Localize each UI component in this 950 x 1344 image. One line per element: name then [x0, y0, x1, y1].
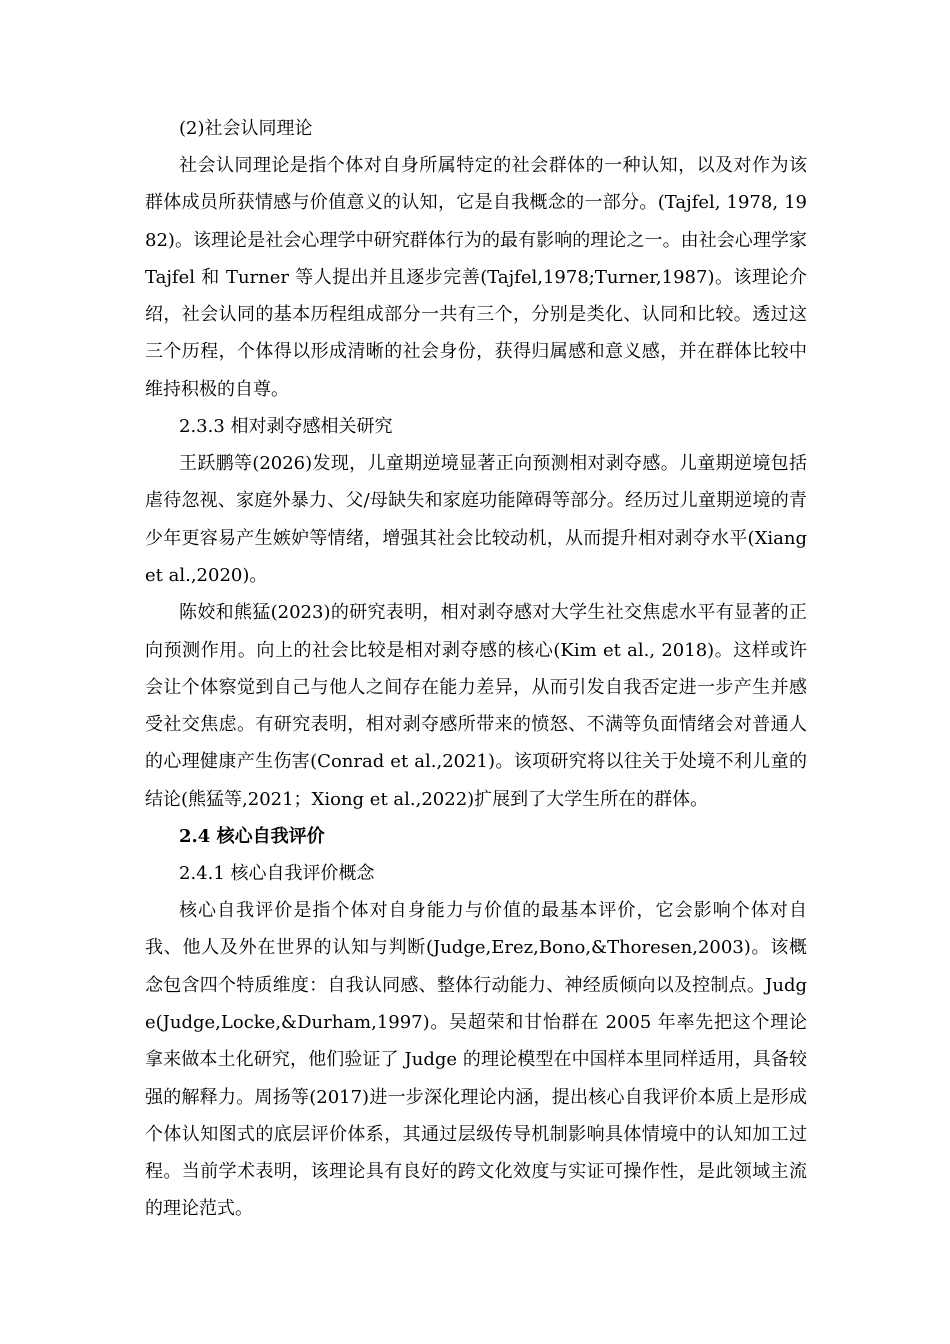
- section-heading-social-identity: (2)社会认同理论: [179, 118, 313, 139]
- paragraph-social-anxiety: 陈姣和熊猛(2023)的研究表明，相对剥夺感对大学生社交焦虑水平有显著的正向预测作用。向上的社会比较是相对剥夺感的核心(Kim et al., 2018)。这样或许会让个体察觉到自己与他人之间存在能力差异，从而引发自我否定进一步产生并感受社交焦虑。有研究表明，相对剥夺感所带来的愤怒、不满等负面情绪会对普通人的心理健康产生伤害(Conrad et al.,2021)。该项研究将以往关于处境不利儿童的结论(熊猛等,2021；Xiong et al.,2022)扩展到了大学生所在的群体。: [145, 602, 807, 810]
- paragraph-childhood-adversity: 王跃鹏等(2026)发现，儿童期逆境显著正向预测相对剥夺感。儿童期逆境包括虐待忽视、家庭外暴力、父/母缺失和家庭功能障碍等部分。经历过儿童期逆境的青少年更容易产生嫉妒等情绪，增强其社会比较动机，从而提升相对剥夺水平(Xiang et al.,2020)。: [145, 453, 807, 586]
- paragraph-core-self-evaluation: 核心自我评价是指个体对自身能力与价值的最基本评价，它会影响个体对自我、他人及外在世界的认知与判断(Judge,Erez,Bono,&Thoresen,2003)。该概念包含四个特质维度：自我认同感、整体行动能力、神经质倾向以及控制点。Judge(Judge,Locke,&Durham,1997)。吴超荣和甘怡群在 2005 年率先把这个理论拿来做本土化研究，他们验证了 Judge 的理论模型在中国样本里同样适用，具备较强的解释力。周扬等(2017)进一步深化理论内涵，提出核心自我评价本质上是形成个体认知图式的底层评价体系，其通过层级传导机制影响具体情境中的认知加工过程。当前学术表明，该理论具有良好的跨文化效度与实证可操作性，是此领域主流的理论范式。: [145, 900, 807, 1220]
- section-heading-2-4-1: 2.4.1 核心自我评价概念: [179, 863, 375, 885]
- paragraph-social-identity: 社会认同理论是指个体对自身所属特定的社会群体的一种认知，以及对作为该群体成员所获情感与价值意义的认知，它是自我概念的一部分。(Tajfel, 1978, 1982)。该理论是社会心理学中研究群体行为的最有影响的理论之一。由社会心理学家 Tajfel 和 Turner 等人提出并且逐步完善(Tajfel,1978;Turner,1987)。该理论介绍，社会认同的基本历程组成部分一共有三个，分别是类化、认同和比较。透过这三个历程，个体得以形成清晰的社会身份，获得归属感和意义感，并在群体比较中维持积极的自尊。: [145, 155, 807, 400]
- section-heading-2-4: 2.4 核心自我评价: [179, 826, 325, 848]
- document-page: [145, 110, 807, 1228]
- section-heading-2-3-3: 2.3.3 相对剥夺感相关研究: [179, 416, 393, 438]
